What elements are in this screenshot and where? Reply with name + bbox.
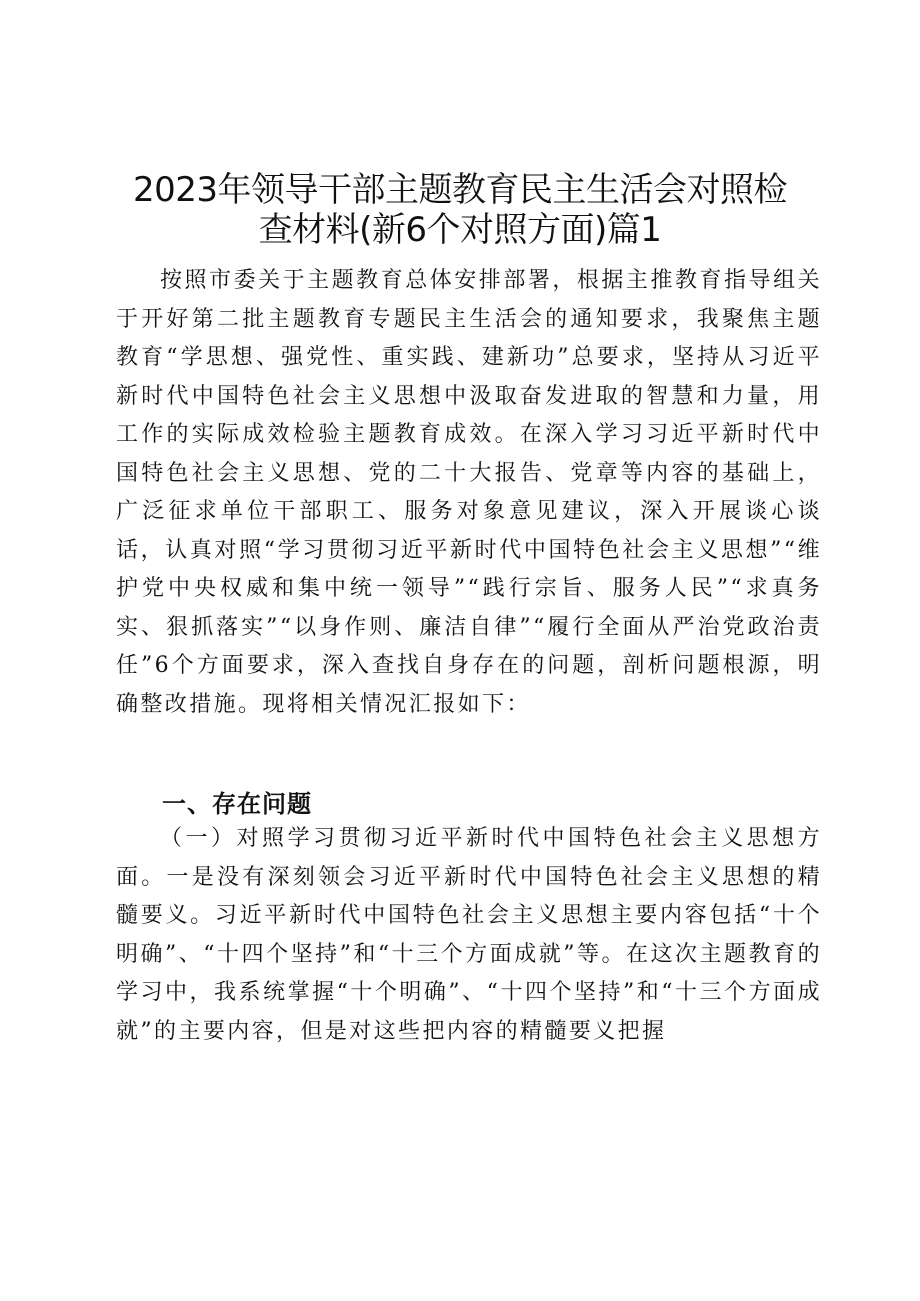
document-title-line-2: 查材料(新6个对照方面)篇1 xyxy=(258,210,662,250)
section-heading: 一、存在问题 xyxy=(162,790,312,818)
document-title-line-1: 2023年领导干部主题教育民主生活会对照检 xyxy=(132,170,788,210)
intro-paragraph: 按照市委关于主题教育总体安排部署，根据主推教育指导组关于开好第二批主题教育专题民主生活会的通知要求，我聚焦主题教育“学思想、强党性、重实践、建新功”总要求，坚持从习近平新时代中国特色社会主义思想中汲取奋发进取的智慧和力量，用工作的实际成效检验主题教育成效。在深入学习习近平新时代中国特色社会主义思想、党的二十大报告、党章等内容的基础上，广泛征求单位干部职工、服务对象意见建议，深入开展谈心谈话，认真对照“学习贯彻习近平新时代中国特色社会主义思想”“维护党中央权威和集中统一领导”“践行宗旨、服务人民”“求真务实、狠抓落实”“以身作则、廉洁自律”“履行全面从严治党政治责任”6个方面要求，深入查找自身存在的问题，剖析问题根源，明确整改措施。现将相关情况汇报如下： xyxy=(116,268,822,717)
section-1-paragraph: （一）对照学习贯彻习近平新时代中国特色社会主义思想方面。一是没有深刻领会习近平新时代中国特色社会主义思想的精髓要义。习近平新时代中国特色社会主义思想主要内容包括“十个明确”、“十四个坚持”和“十三个方面成就”等。在这次主题教育的学习中，我系统掌握“十个明确”、“十四个坚持”和“十三个方面成就”的主要内容，但是对这些把内容的精髓要义把握 xyxy=(116,826,822,1044)
